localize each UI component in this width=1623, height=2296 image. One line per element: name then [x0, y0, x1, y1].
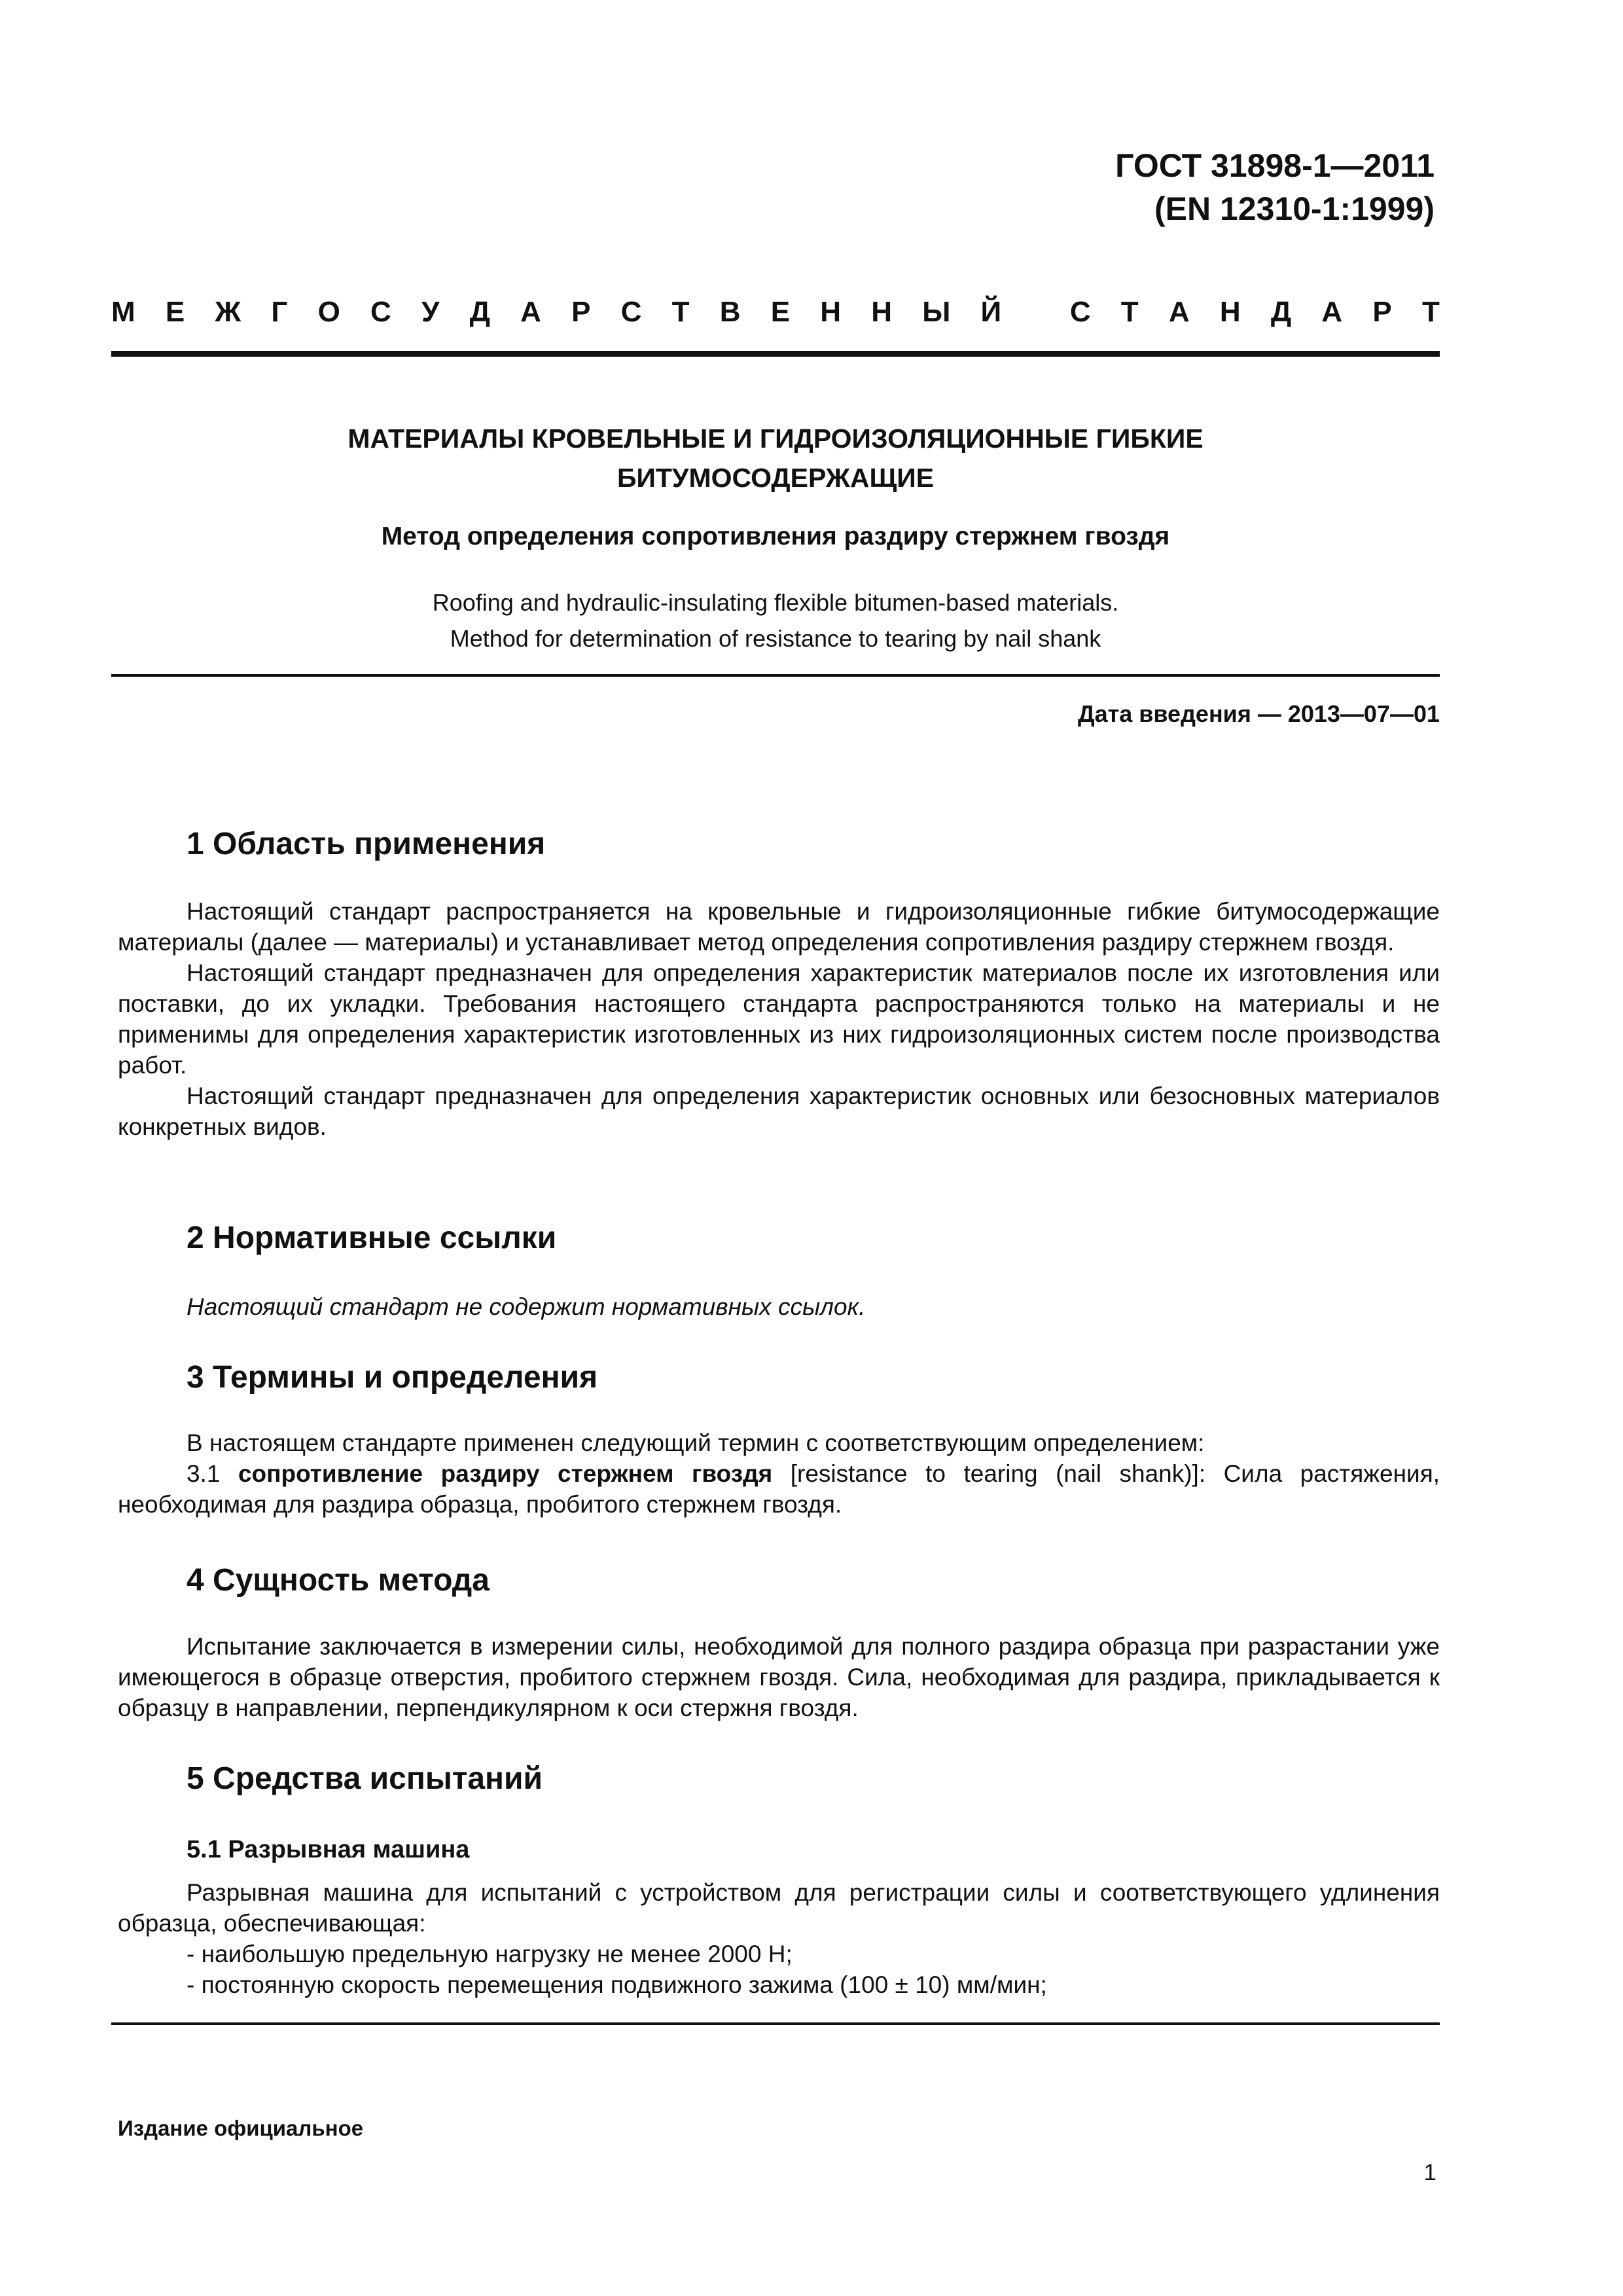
banner-letter: А [1168, 296, 1190, 328]
banner-letter: Т [671, 296, 690, 328]
english-title-line-1: Roofing and hydraulic-insulating flexible bitumen-based materials. [432, 589, 1119, 616]
banner-letter: Ж [215, 296, 241, 328]
term-text: [resistance to tearing (nail shank)]: Сила растяжения, необходимая для раздира образца, пробитого стержнем гвоздя. [118, 1460, 1440, 1518]
term-number: 3.1 [187, 1460, 238, 1487]
section-1-paragraph: Настоящий стандарт распространяется на кровельные и гидроизоляционные гибкие битумосодержащие материалы (далее — материалы) и устанавливает метод определения сопротивления раздиру стержнем гвоздя. [118, 898, 1440, 956]
section-2-heading: 2 Нормативные ссылки [187, 1221, 557, 1255]
section-4-paragraph: Испытание заключается в измерении силы, необходимой для полного раздира образца при разрастании уже имеющегося в образце отверстия, пробитого стержнем гвоздя. Сила, необходимая для раздира, прикладывается к образцу в направлении, перпендикулярном к оси стержня гвоздя. [118, 1633, 1440, 1721]
banner-letter: М [111, 296, 135, 328]
section-5-body [118, 1877, 1440, 2000]
section-3-body [118, 1427, 1440, 1520]
banner-letter: Ы [922, 296, 951, 328]
section-5-paragraph: Разрывная машина для испытаний с устройством для регистрации силы и соответствующего удлинения образца, обеспечивающая: [118, 1879, 1440, 1937]
section-4-body [118, 1631, 1440, 1723]
banner-letter: Н [871, 296, 893, 328]
banner-letter: Й [980, 296, 1002, 328]
section-4-heading: 4 Сущность метода [187, 1563, 490, 1598]
document-title [111, 419, 1440, 497]
title-line-2: БИТУМОСОДЕРЖАЩИЕ [616, 463, 935, 493]
banner-letter: Е [770, 296, 791, 328]
list-item: - постоянную скорость перемещения подвижного зажима (100 ± 10) мм/мин; [187, 1971, 1047, 1998]
section-1-paragraph: Настоящий стандарт предназначен для определения характеристик основных или безосновных материалов конкретных видов. [118, 1083, 1440, 1140]
section-3-heading: 3 Термины и определения [187, 1360, 598, 1395]
english-title-line-2: Method for determination of resistance to tearing by nail shank [450, 625, 1101, 652]
section-5-heading: 5 Средства испытаний [187, 1761, 543, 1796]
banner-letter: В [719, 296, 741, 328]
banner-letter: А [520, 296, 541, 328]
banner-letter: С [620, 296, 642, 328]
section-1-paragraph: Настоящий стандарт предназначен для определения характеристик материалов после их изготовления или поставки, до их укладки. Требования настоящего стандарта распространяются только на материалы и не применимы для определения характеристик изготовленных из них гидроизоляционных систем после производства работ. [118, 960, 1440, 1079]
banner-letter: А [1321, 296, 1343, 328]
designation-number: ГОСТ 31898-1—2011 [1115, 147, 1435, 184]
section-2-paragraph: Настоящий стандарт не содержит нормативных ссылок. [187, 1293, 866, 1320]
banner-letter: Р [1372, 296, 1392, 328]
banner-letter: У [421, 296, 440, 328]
section-1-body [118, 896, 1440, 1142]
banner-letter: Н [820, 296, 842, 328]
list-item: - наибольшую предельную нагрузку не менее 2000 Н; [187, 1941, 793, 1967]
official-edition-note: Издание официальное [118, 2116, 364, 2140]
title-rule [111, 674, 1440, 677]
standard-designation [1115, 144, 1435, 230]
title-line-1: МАТЕРИАЛЫ КРОВЕЛЬНЫЕ И ГИДРОИЗОЛЯЦИОННЫЕ ГИБКИЕ [348, 423, 1204, 454]
banner-letter: Н [1219, 296, 1241, 328]
page-number: 1 [1423, 2160, 1436, 2185]
banner-letter: Т [1120, 296, 1139, 328]
banner-letter: О [317, 296, 340, 328]
banner-letter: Р [571, 296, 591, 328]
section-3-paragraph: В настоящем стандарте применен следующий термин с соответствующим определением: [187, 1429, 1205, 1456]
banner-letter [1031, 296, 1039, 329]
english-title [111, 584, 1440, 656]
banner-letter: Е [165, 296, 185, 328]
section-1-heading: 1 Область применения [187, 827, 546, 861]
banner-letter: С [1069, 296, 1091, 328]
banner-letter: С [370, 296, 391, 328]
document-subtitle: Метод определения сопротивления раздиру стержнем гвоздя [381, 522, 1170, 550]
interstate-standard-banner [111, 296, 1440, 329]
designation-en-equivalent: (EN 12310-1:1999) [1154, 190, 1435, 227]
footer-rule [111, 2022, 1440, 2025]
subsection-5-1-heading: 5.1 Разрывная машина [187, 1836, 470, 1863]
banner-letter: Д [1270, 296, 1292, 328]
term-name: сопротивление раздиру стержнем гвоздя [238, 1460, 773, 1487]
banner-letter: Д [469, 296, 490, 328]
introduction-date: Дата введения — 2013—07—01 [1077, 700, 1440, 727]
section-2-body [118, 1291, 1440, 1322]
header-thick-rule [111, 351, 1440, 357]
banner-letter: Т [1421, 296, 1440, 328]
banner-letter: Г [271, 296, 288, 328]
term-definition [118, 1458, 1440, 1520]
